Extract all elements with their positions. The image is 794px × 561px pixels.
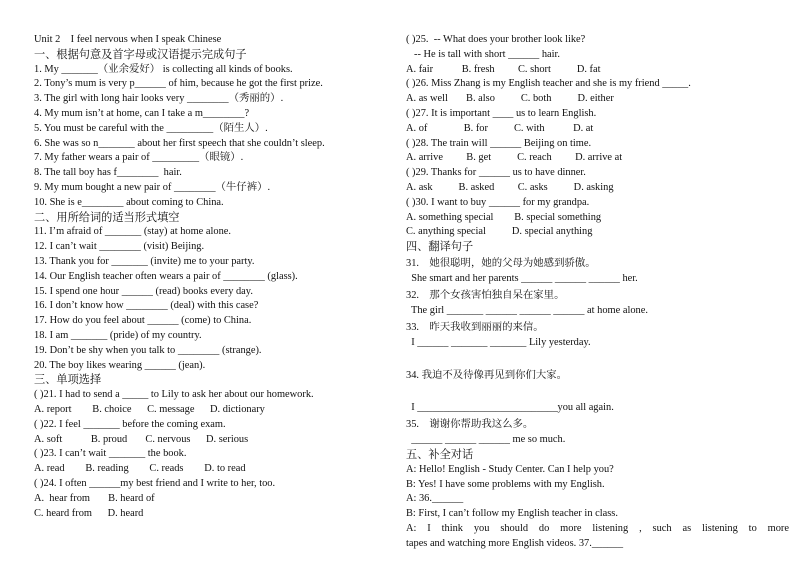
text-line: ( )26. Miss Zhang is my English teacher and she is my friend _____.	[406, 78, 691, 90]
text-line: 11. I’m afraid of _______ (stay) at home alone.	[34, 226, 231, 238]
text-line: C. heard from D. heard	[34, 507, 144, 519]
text-line: 31. 她很聪明，她的父母为她感到骄傲。	[406, 257, 596, 269]
section-heading: 五、补全对话	[406, 448, 474, 461]
text-line: Unit 2 I feel nervous when I speak Chinese	[34, 34, 222, 45]
section-heading: 一、根据句意及首字母或汉语提示完成句子	[34, 48, 247, 61]
section-heading: 四、翻译句子	[406, 241, 474, 254]
text-line	[406, 350, 789, 367]
text-line: 19. Don’t be shy when you talk to ________ (strange).	[34, 344, 262, 356]
text-line: ( )21. I had to send a _____ to Lily to ask her about our homework.	[34, 389, 314, 401]
text-line: 33. 昨天我收到丽丽的来信。	[406, 321, 544, 333]
text-line: A. fair B. fresh C. short D. fat	[406, 63, 601, 75]
text-line: 7. My father wears a pair of _________（眼镜）.	[34, 152, 244, 164]
text-line: 15. I spend one hour ______ (read) books every day.	[34, 285, 253, 297]
text-line: A: Hello! English - Study Center. Can I help you?	[406, 463, 614, 475]
text-line: C. anything special D. special anything	[406, 226, 593, 238]
text-line: 10. She is e________ about coming to China.	[34, 196, 224, 208]
text-line: 35. 谢谢你帮助我这么多。	[406, 419, 534, 431]
text-line: 20. The boy likes wearing ______ (jean).	[34, 359, 206, 371]
text-line: She smart and her parents ______ ______ ______ her.	[406, 272, 638, 284]
text-line: ( )25. -- What does your brother look like?	[406, 34, 586, 45]
text-line: 9. My mum bought a new pair of ________（牛仔裤）.	[34, 181, 271, 193]
section-heading: 三、单项选择	[34, 374, 102, 387]
text-line: B: First, I can’t follow my English teacher in class.	[406, 508, 618, 520]
right-column	[406, 33, 789, 552]
text-line: 5. You must be careful with the _________（陌生人）.	[34, 122, 268, 134]
text-line: I ______ _______ _______ Lily yesterday.	[406, 336, 591, 348]
text-line: A: 36.______	[406, 493, 464, 505]
text-line: ( )30. I want to buy ______ for my grandpa.	[406, 196, 590, 208]
text-line: A. something special B. special something	[406, 211, 602, 223]
text-line: 6. She was so n_______ about her first speech that she couldn’t sleep.	[34, 137, 325, 149]
text-line: ( )23. I can’t wait _______ the book.	[34, 448, 187, 460]
text-line: ( )27. It is important ____ us to learn English.	[406, 107, 597, 119]
text-line: ( )28. The train will ______ Beijing on time.	[406, 137, 592, 149]
text-line: I ___________________________you all again.	[406, 402, 614, 414]
text-line: 2. Tony’s mum is very p______ of him, because he got the first prize.	[34, 78, 323, 90]
text-line: A. soft B. proud C. nervous D. serious	[34, 433, 249, 445]
text-line: A. report B. choice C. message D. dictionary	[34, 403, 265, 415]
text-line: A. arrive B. get C. reach D. arrive at	[406, 152, 623, 164]
text-line: The girl _______ ______ ______ ______ at home alone.	[406, 304, 648, 316]
text-line: ( )24. I often ______my best friend and I write to her, too.	[34, 477, 276, 489]
text-line: 14. Our English teacher often wears a pair of ________ (glass).	[34, 270, 298, 282]
text-line: 32. 那个女孩害怕独自呆在家里。	[406, 289, 565, 301]
text-line: 13. Thank you for _______ (invite) me to your party.	[34, 255, 255, 267]
text-line: 17. How do you feel about ______ (come) to China.	[34, 315, 252, 327]
text-line: 12. I can’t wait ________ (visit) Beijing.	[34, 241, 205, 253]
section-heading: 二、用所给词的适当形式填空	[34, 211, 180, 224]
text-line: A. of B. for C. with D. at	[406, 122, 594, 134]
text-line: A. ask B. asked C. asks D. asking	[406, 181, 614, 193]
text-line: ______ ______ ______ me so much.	[406, 434, 566, 446]
text-line	[406, 384, 789, 401]
text-line: 3. The girl with long hair looks very ________（秀丽的）.	[34, 93, 284, 105]
text-line: 18. I am _______ (pride) of my country.	[34, 329, 202, 341]
text-line: 1. My _______（业余爱好） is collecting all kinds of books.	[34, 63, 293, 75]
text-line: 8. The tall boy has f________ hair.	[34, 167, 182, 179]
text-line: A. read B. reading C. reads D. to read	[34, 463, 246, 475]
text-line: ( )22. I feel _______ before the coming exam.	[34, 418, 226, 430]
text-line: 16. I don’t know how ________ (deal) with this case?	[34, 300, 259, 312]
text-line: A. hear from B. heard of	[34, 492, 155, 504]
text-line: A. as well B. also C. both D. either	[406, 93, 614, 105]
text-line: 4. My mum isn’t at home, can I take a m________?	[34, 107, 250, 119]
text-line: tapes and watching more English videos. 37.______	[406, 537, 624, 549]
text-line: A: I think you should do more listening , such as listening to more	[406, 522, 789, 534]
text-line: B: Yes! I have some problems with my English.	[406, 478, 605, 490]
text-line: 34. 我迫不及待像再见到你们大家。	[406, 370, 568, 382]
left-column	[34, 33, 386, 521]
text-line: ( )29. Thanks for ______ us to have dinner.	[406, 167, 586, 179]
text-line: -- He is tall with short ______ hair.	[414, 48, 561, 60]
